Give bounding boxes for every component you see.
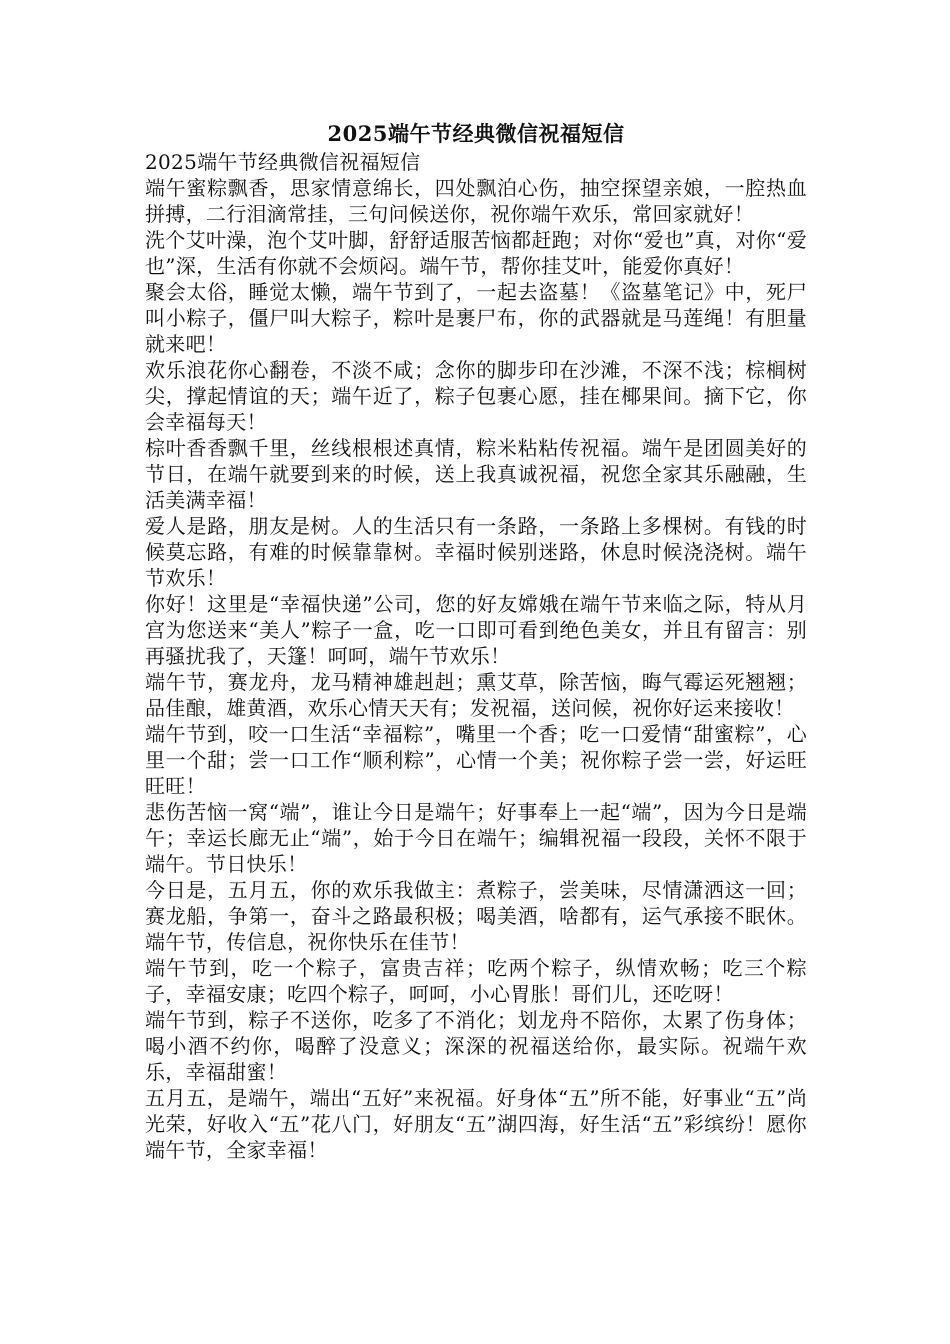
paragraph: 悲伤苦恼一窝“端”，谁让今日是端午；好事奉上一起“端”，因为今日是端午；幸运长廊无止“端”，始于今日在端午；编辑祝福一段段，关怀不限于端午。节日快乐！ [145, 800, 807, 876]
document-title: 2025端午节经典微信祝福短信 [327, 121, 625, 146]
paragraph: 端午蜜粽飘香，思家情意绵长，四处飘泊心伤，抽空探望亲娘，一腔热血拼搏，二行泪滴常挂，三句问候送你，祝你端午欢乐，常回家就好！ [145, 176, 807, 226]
paragraph: 棕叶香香飘千里，丝线根根述真情，粽米粘粘传祝福。端午是团圆美好的节日，在端午就要到来的时候，送上我真诚祝福，祝您全家其乐融融，生活美满幸福！ [145, 436, 807, 512]
paragraph: 欢乐浪花你心翻卷，不淡不咸；念你的脚步印在沙滩，不深不浅；棕榈树尖，撑起情谊的天；端午近了，粽子包裹心愿，挂在椰果间。摘下它，你会幸福每天！ [145, 358, 807, 434]
paragraph: 端午节到，咬一口生活“幸福粽”，嘴里一个香；吃一口爱情“甜蜜粽”，心里一个甜；尝一口工作“顺利粽”，心情一个美；祝你粽子尝一尝，好运旺旺旺！ [145, 722, 807, 798]
paragraph: 端午节到，吃一个粽子，富贵吉祥；吃两个粽子，纵情欢畅；吃三个粽子，幸福安康；吃四个粽子，呵呵，小心胃胀！哥们儿，还吃呀！ [145, 956, 807, 1006]
paragraph: 爱人是路，朋友是树。人的生活只有一条路，一条路上多棵树。有钱的时候莫忘路，有难的时候靠靠树。幸福时候别迷路，休息时候浇浇树。端午节欢乐！ [145, 514, 807, 590]
document-subtitle: 2025端午节经典微信祝福短信 [145, 150, 421, 174]
paragraph: 你好！这里是“幸福快递”公司，您的好友嫦娥在端午节来临之际，特从月宫为您送来“美人”粽子一盒，吃一口即可看到绝色美女，并且有留言：别再骚扰我了，天篷！呵呵，端午节欢乐！ [145, 592, 807, 668]
paragraph: 端午节，赛龙舟，龙马精神雄赳赳；熏艾草，除苦恼，晦气霉运死翘翘；品佳酿，雄黄酒，欢乐心情天天有；发祝福，送问候，祝你好运来接收！ [145, 670, 807, 720]
paragraph: 五月五，是端午，端出“五好”来祝福。好身体“五”所不能，好事业“五”尚光荣，好收入“五”花八门，好朋友“五”湖四海，好生活“五”彩缤纷！愿你端午节，全家幸福！ [145, 1086, 807, 1162]
paragraph: 今日是，五月五，你的欢乐我做主：煮粽子，尝美味，尽情潇洒这一回；赛龙船，争第一，奋斗之路最积极；喝美酒，啥都有，运气承接不眠休。端午节，传信息，祝你快乐在佳节！ [145, 878, 807, 954]
paragraph: 端午节到，粽子不送你，吃多了不消化；划龙舟不陪你，太累了伤身体；喝小酒不约你，喝醉了没意义；深深的祝福送给你，最实际。祝端午欢乐，幸福甜蜜！ [145, 1008, 807, 1084]
paragraph: 聚会太俗，睡觉太懒，端午节到了，一起去盗墓！《盗墓笔记》中，死尸叫小粽子，僵尸叫大粽子，粽叶是裹尸布，你的武器就是马莲绳！有胆量就来吧！ [145, 280, 807, 356]
document-body [145, 118, 807, 1163]
paragraph: 洗个艾叶澡，泡个艾叶脚，舒舒适服苦恼都赶跑；对你“爱也”真，对你“爱也”深，生活有你就不会烦闷。端午节，帮你挂艾叶，能爱你真好！ [145, 228, 807, 278]
